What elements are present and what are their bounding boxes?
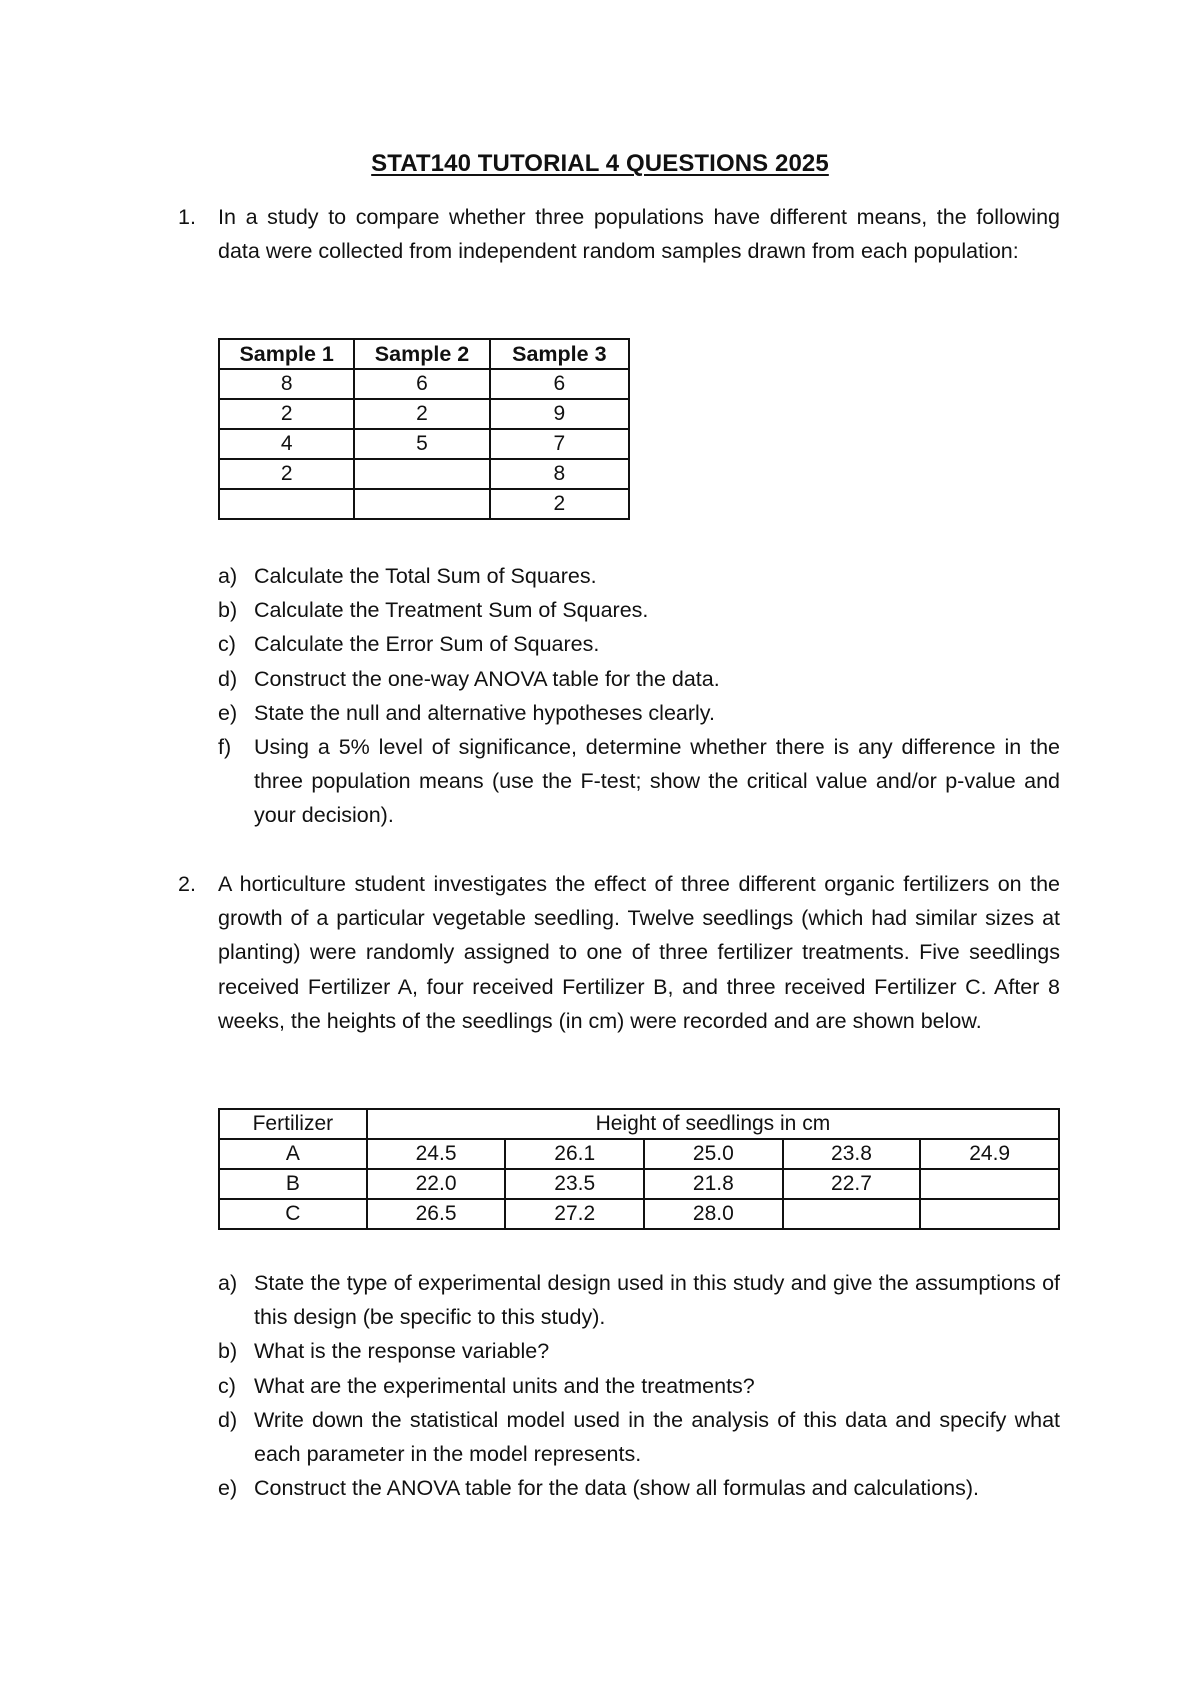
question-part [218, 627, 1060, 661]
table-cell: 24.5 [367, 1139, 506, 1169]
question-2-text: A horticulture student investigates the effect of three different organic fertilizers on the growth of a particular vegetable seedling. Twelve seedlings (which had similar sizes at planting) were randomly assigned to one of three fertilizer treatments. Five seedlings received Fertilizer A, four received Fertilizer B, and three received Fertilizer C. After 8 weeks, the heights of the seedlings (in cm) were recorded and are shown below. [218, 872, 1060, 1033]
question-part [218, 730, 1060, 833]
table-cell: 24.9 [920, 1139, 1059, 1169]
table-row [219, 459, 629, 489]
table-cell: 27.2 [505, 1199, 644, 1229]
table-cell: 28.0 [644, 1199, 783, 1229]
table-cell: 2 [219, 399, 354, 429]
part-label: e) [218, 1476, 238, 1501]
part-text: Write down the statistical model used in the analysis of this data and specify what each parameter in the model represents. [254, 1407, 1060, 1467]
question-2-number: 2. [178, 872, 196, 896]
table-row [219, 489, 629, 519]
table-cell [783, 1199, 921, 1229]
table-cell: 26.1 [505, 1139, 644, 1169]
table-row [219, 369, 629, 399]
table-cell: 2 [354, 399, 489, 429]
question-part [218, 1369, 1060, 1403]
table-cell: 21.8 [644, 1169, 783, 1199]
fertilizer-label: C [219, 1199, 367, 1229]
table-cell: 8 [219, 369, 354, 399]
question-part [218, 1471, 1060, 1505]
table-header-cell: Sample 2 [354, 339, 489, 369]
question-1 [178, 200, 1060, 268]
table-cell: 25.0 [644, 1139, 783, 1169]
part-label: a) [218, 1271, 238, 1295]
question-1-number: 1. [178, 205, 196, 229]
table-cell: 4 [219, 429, 354, 459]
question-part [218, 696, 1060, 730]
question-2 [178, 867, 1060, 1038]
question-part [218, 593, 1060, 627]
table-cell: 22.0 [367, 1169, 506, 1199]
question-part [218, 662, 1060, 696]
table-cell: 2 [490, 489, 629, 519]
part-text: Calculate the Error Sum of Squares. [254, 632, 600, 657]
part-label: c) [218, 1373, 236, 1398]
part-label: e) [218, 700, 238, 725]
table-row [219, 429, 629, 459]
part-label: d) [218, 1407, 238, 1432]
question-1-text: In a study to compare whether three populations have different means, the following data were collected from independent random samples drawn from each population: [218, 205, 1060, 264]
question-part [218, 1403, 1060, 1471]
question-part [218, 559, 1060, 593]
part-text: What are the experimental units and the treatments? [254, 1373, 755, 1398]
sample-data-table [218, 338, 630, 520]
question-2-parts [218, 1266, 1060, 1505]
part-text: Construct the ANOVA table for the data (show all formulas and calculations). [254, 1476, 979, 1501]
question-part [218, 1334, 1060, 1368]
table-header-row [219, 1109, 1059, 1139]
table-cell: 23.5 [505, 1169, 644, 1199]
part-text: Using a 5% level of significance, determine whether there is any difference in the three population means (use the F-test; show the critical value and/or p-value and your decision). [254, 735, 1060, 828]
part-label: b) [218, 1339, 238, 1364]
table-row [219, 1169, 1059, 1199]
part-label: b) [218, 598, 238, 623]
part-label: a) [218, 564, 238, 588]
table-cell [354, 489, 489, 519]
table-cell: 7 [490, 429, 629, 459]
part-text: State the null and alternative hypotheses clearly. [254, 700, 715, 725]
table-cell: 5 [354, 429, 489, 459]
part-label: d) [218, 666, 238, 691]
fertilizer-header: Fertilizer [219, 1109, 367, 1139]
table-cell [219, 489, 354, 519]
part-label: f) [218, 735, 232, 760]
table-row [219, 1139, 1059, 1169]
part-text: Calculate the Total Sum of Squares. [254, 564, 597, 588]
part-label: c) [218, 632, 236, 657]
height-header: Height of seedlings in cm [367, 1109, 1059, 1139]
part-text: State the type of experimental design used in this study and give the assumptions of this design (be specific to this study). [254, 1271, 1060, 1330]
table-cell: 6 [354, 369, 489, 399]
table-cell: 22.7 [783, 1169, 921, 1199]
table-cell: 8 [490, 459, 629, 489]
table-cell: 26.5 [367, 1199, 506, 1229]
table-cell [354, 459, 489, 489]
table-header-row [219, 339, 629, 369]
table-cell: 2 [219, 459, 354, 489]
question-1-parts [218, 559, 1060, 833]
table-cell [920, 1199, 1059, 1229]
table-header-cell: Sample 1 [219, 339, 354, 369]
fertilizer-label: A [219, 1139, 367, 1169]
table-row [219, 399, 629, 429]
seedling-height-table [218, 1108, 1060, 1230]
question-part [218, 1266, 1060, 1334]
table-cell: 6 [490, 369, 629, 399]
part-text: What is the response variable? [254, 1339, 550, 1364]
table-row [219, 1199, 1059, 1229]
fertilizer-label: B [219, 1169, 367, 1199]
table-header-cell: Sample 3 [490, 339, 629, 369]
table-cell [920, 1169, 1059, 1199]
part-text: Calculate the Treatment Sum of Squares. [254, 598, 649, 623]
document-title: STAT140 TUTORIAL 4 QUESTIONS 2025 [371, 150, 829, 177]
table-cell: 9 [490, 399, 629, 429]
part-text: Construct the one-way ANOVA table for the data. [254, 666, 720, 691]
table-cell: 23.8 [783, 1139, 921, 1169]
